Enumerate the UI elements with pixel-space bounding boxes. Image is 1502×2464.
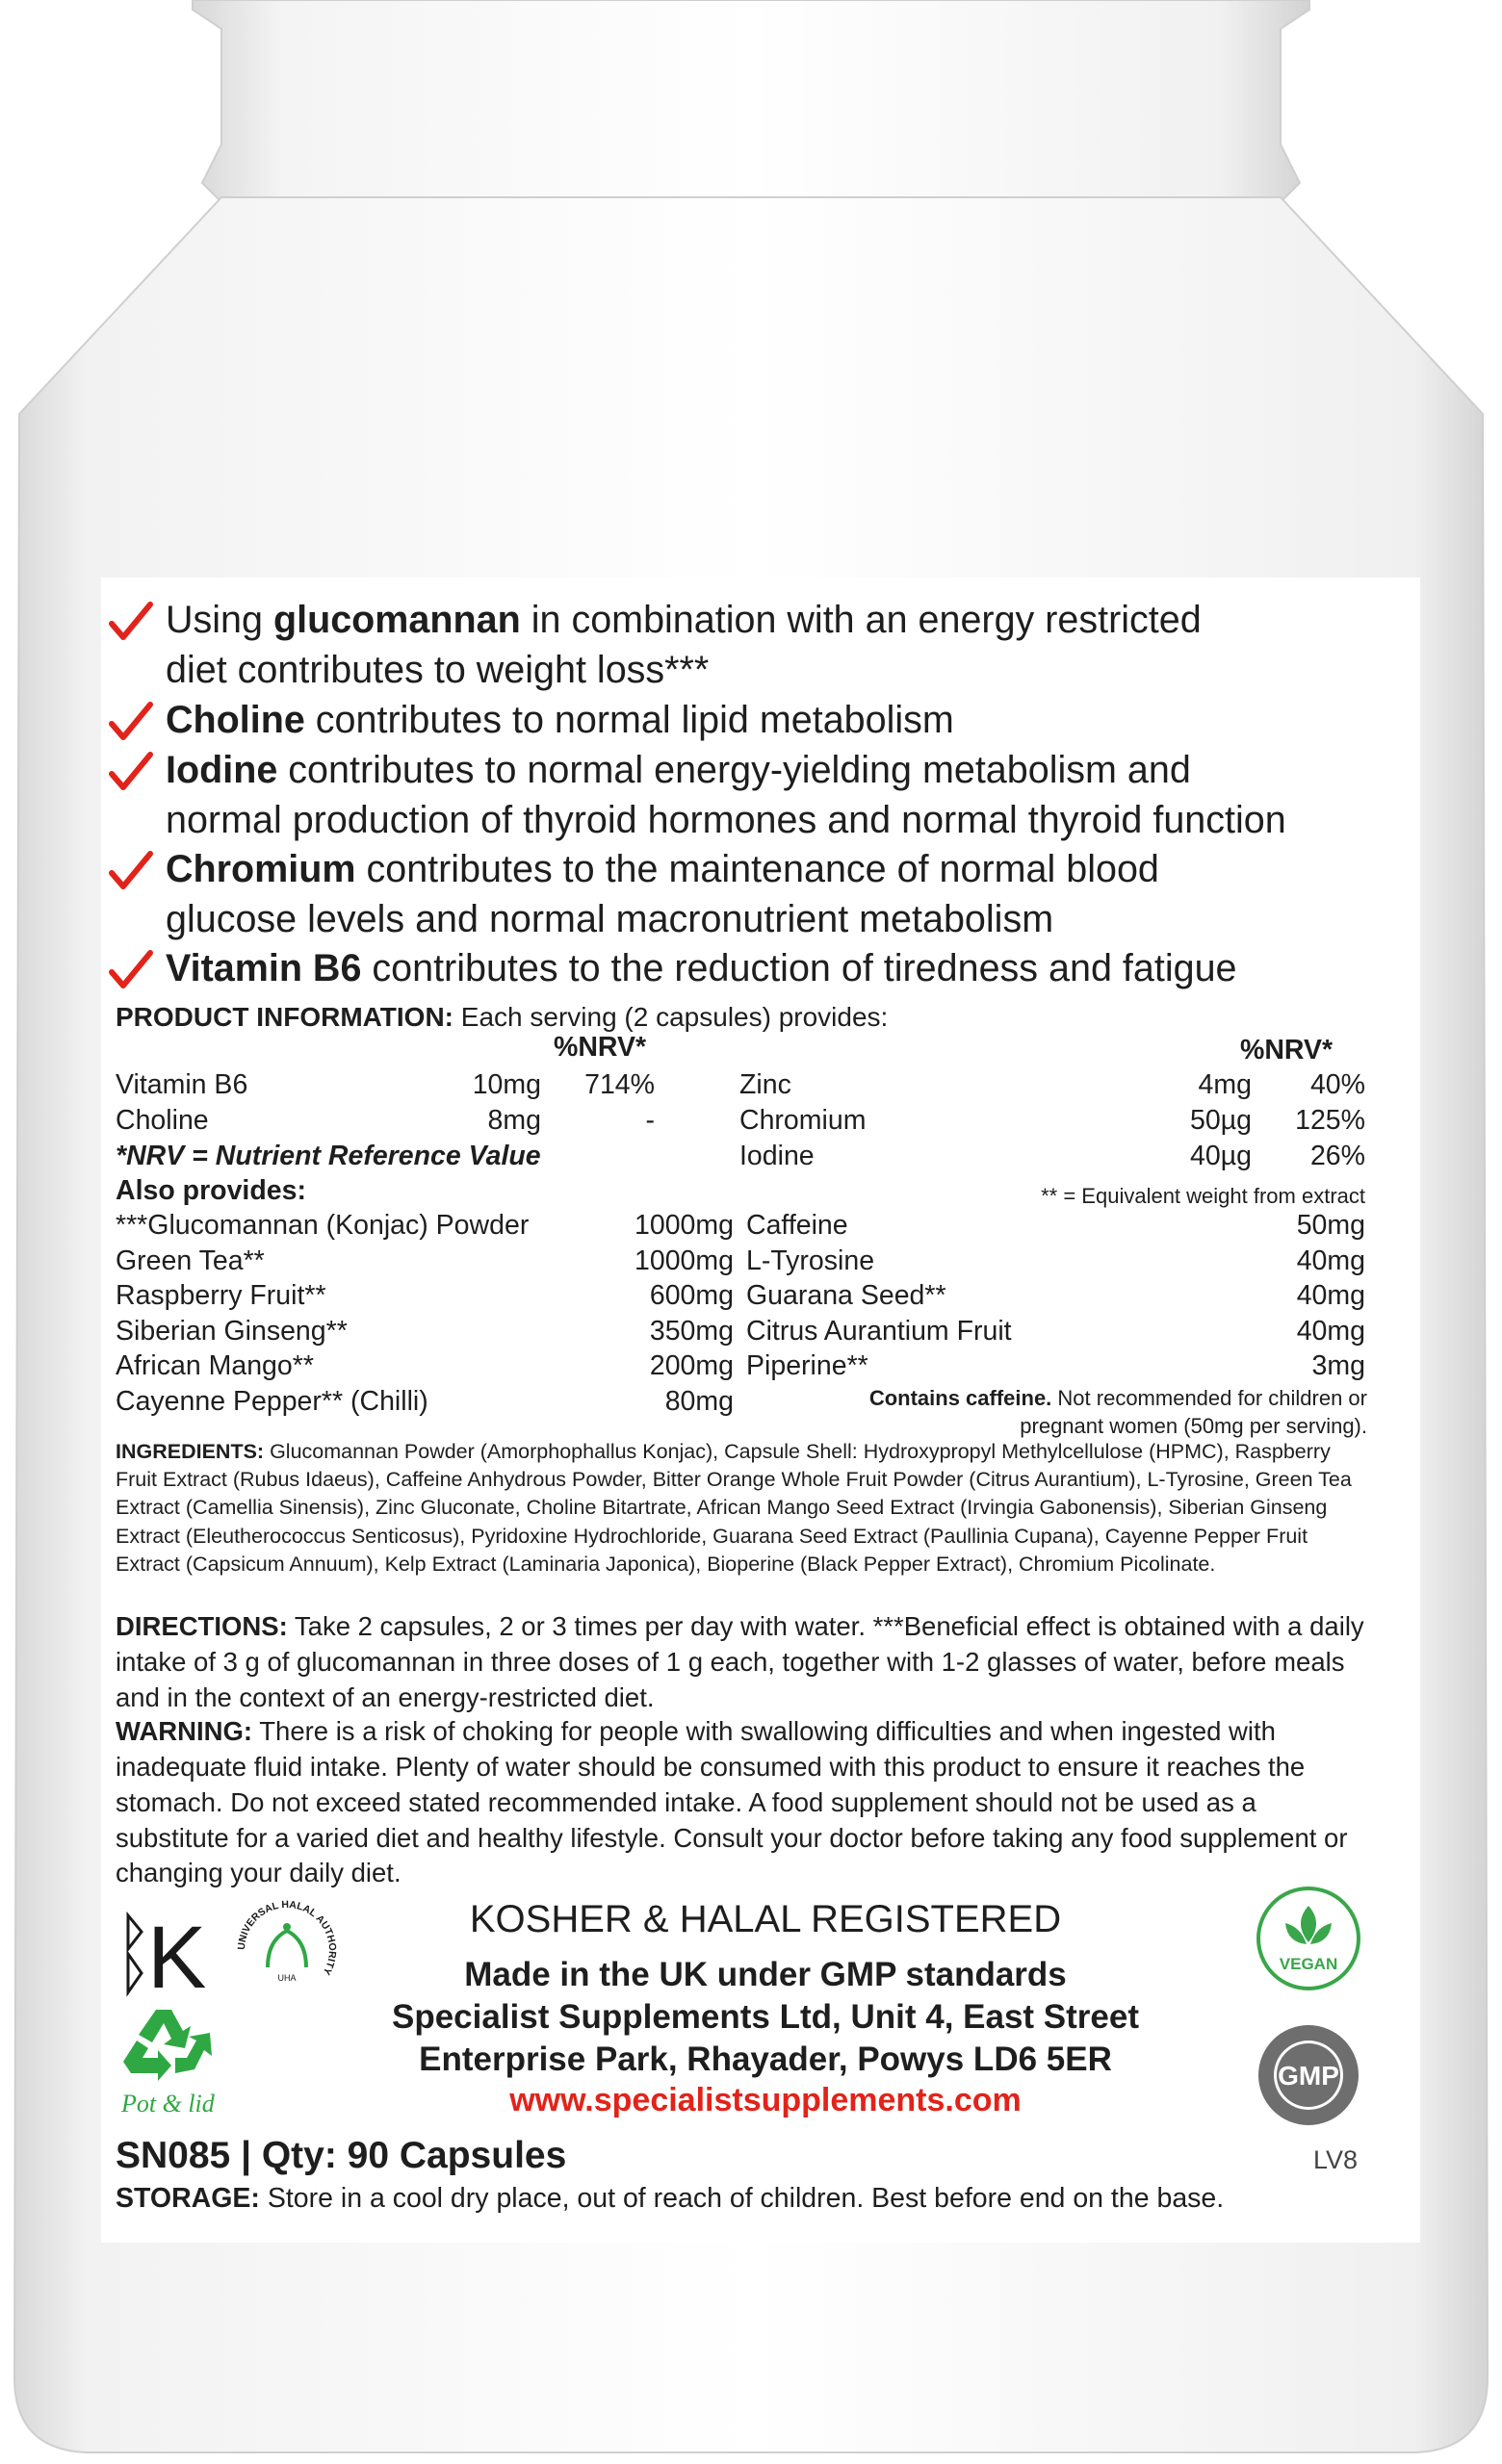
ingredient-amount: 1000mg <box>634 1210 734 1241</box>
ingredient-name: Guarana Seed** <box>746 1280 946 1311</box>
ingredient-amount: 1000mg <box>634 1245 734 1276</box>
ingredient-amount: 40mg <box>1296 1280 1365 1311</box>
bottle-lid <box>193 0 1309 202</box>
nutrient-name: Vitamin B6 <box>116 1069 248 1100</box>
website-url[interactable]: www.specialistsupplements.com <box>509 2082 1022 2118</box>
ingredients-text: INGREDIENTS: Glucomannan Powder (Amorphophallus Konjac), Capsule Shell: Hydroxypropyl Methylcellulose (HPMC), Raspberry Fruit Extract (Rubus Idaeus), Caffeine Anhydrous Powder, Bitter Orange Whole Fruit Powder (Citrus Aurantium), L-Tyrosine, Green Tea Extract (Camellia Sinensis), Zinc Gluconate, Choline Bitartrate, African Mango Seed Extract (Irvingia Gabonensis), Siberian Ginseng Extract (Eleutherococcus Senticosus), Pyridoxine Hydrochloride, Guarana Seed Extract (Paullinia Cupana), Cayenne Pepper Fruit Extract (Capsicum Annuum), Kelp Extract (Laminaria Japonica), Bioperine (Black Pepper Extract), Chromium Picolinate. <box>116 1440 1352 1576</box>
ingredient-amount: 200mg <box>649 1350 734 1381</box>
ingredient-amount: 50mg <box>1296 1210 1365 1241</box>
claim-chromium: Chromium contributes to the maintenance of normal blood glucose levels and normal macronutrient metabolism <box>116 844 1159 944</box>
ingredient-amount: 3mg <box>1311 1350 1365 1381</box>
claim-iodine: Iodine contributes to normal energy-yielding metabolism and normal production of thyroid hormones and normal thyroid function <box>116 745 1286 845</box>
nutrient-name: Zinc <box>739 1069 791 1100</box>
nutrient-nrv: 26% <box>1309 1141 1365 1171</box>
svg-text:GMP: GMP <box>1278 2061 1339 2091</box>
svg-text:UHA: UHA <box>277 1973 297 1983</box>
made-in-uk: Made in the UK under GMP standards <box>464 1956 1067 1993</box>
ingredient-amount: 600mg <box>649 1280 734 1311</box>
ingredient-name: Siberian Ginseng** <box>116 1316 348 1347</box>
label-version: LV8 <box>1312 2145 1358 2174</box>
also-provides-heading: Also provides: <box>116 1175 306 1206</box>
nutrient-name: Chromium <box>739 1105 867 1136</box>
nrv-note: *NRV = Nutrient Reference Value <box>116 1141 541 1171</box>
nutrient-amount: 40µg <box>1190 1141 1252 1171</box>
ingredient-name: African Mango** <box>116 1350 314 1381</box>
sku-quantity: SN085 | Qty: 90 Capsules <box>116 2135 567 2176</box>
nutrient-name: Iodine <box>739 1141 815 1171</box>
product-information-heading: PRODUCT INFORMATION: Each serving (2 capsules) provides: <box>116 1002 889 1032</box>
svg-text:K: K <box>147 1909 207 2007</box>
nutrient-amount: 10mg <box>472 1069 541 1100</box>
recycle-icon <box>116 2002 221 2093</box>
claim-choline: Choline contributes to normal lipid metabolism <box>116 695 954 745</box>
red-tick-icon <box>108 749 154 795</box>
ingredient-name: Citrus Aurantium Fruit <box>746 1316 1012 1347</box>
nrv-header-left: %NRV* <box>554 1032 647 1063</box>
claim-glucomannan: Using glucomannan in combination with an energy restricted diet contributes to weight loss*** <box>116 595 1202 695</box>
red-tick-icon <box>108 599 154 645</box>
nutrient-nrv: 714% <box>584 1069 655 1100</box>
directions-text: DIRECTIONS: Take 2 capsules, 2 or 3 times per day with water. ***Beneficial effect is obtained with a daily intake of 3 g of glucomannan in three doses of 1 g each, together with 1-2 glasses of water, before meals and in the context of an energy-restricted diet. <box>116 1611 1364 1712</box>
kosher-halal-registered: KOSHER & HALAL REGISTERED <box>469 1898 1062 1940</box>
ingredient-name: Cayenne Pepper** (Chilli) <box>116 1386 428 1417</box>
company-address: Enterprise Park, Rhayader, Powys LD6 5ER <box>419 2040 1112 2078</box>
red-tick-icon <box>108 699 154 745</box>
nutrient-nrv: 40% <box>1309 1069 1365 1100</box>
nutrient-nrv: - <box>645 1105 655 1136</box>
ingredient-amount: 40mg <box>1296 1245 1365 1276</box>
warning-text: WARNING: There is a risk of choking for people with swallowing difficulties and when ingested with inadequate fluid intake. Plenty of water should be consumed with this product to ensure it reaches the stomach. Do not exceed stated recommended intake. A food supplement should not be used as a substitute for a varied diet and healthy lifestyle. Consult your doctor before taking any food supplement or changing your daily diet. <box>116 1716 1348 1888</box>
nutrient-nrv: 125% <box>1295 1105 1365 1136</box>
svg-text:UNIVERSAL HALAL AUTHORITY: UNIVERSAL HALAL AUTHORITY <box>235 1898 339 1977</box>
nrv-header-right: %NRV* <box>1240 1035 1334 1065</box>
kosher-k-icon <box>120 1901 217 2007</box>
ingredient-name: Piperine** <box>746 1350 868 1381</box>
svg-text:VEGAN: VEGAN <box>1279 1955 1338 1973</box>
storage-text: STORAGE: Store in a cool dry place, out of reach of children. Best before end on the base. <box>116 2183 1225 2214</box>
nutrient-name: Choline <box>116 1105 209 1136</box>
ingredient-name: Caffeine <box>746 1210 848 1241</box>
extract-note: ** = Equivalent weight from extract <box>1041 1184 1365 1208</box>
ingredient-name: Green Tea** <box>116 1245 265 1276</box>
pot-and-lid-caption: Pot & lid <box>121 2090 215 2118</box>
red-tick-icon <box>108 947 154 993</box>
vegan-badge <box>1255 1885 1362 1992</box>
ingredient-amount: 350mg <box>649 1316 734 1347</box>
ingredient-name: Raspberry Fruit** <box>116 1280 326 1311</box>
gmp-badge <box>1255 2021 1362 2129</box>
nutrient-amount: 8mg <box>487 1105 541 1136</box>
nutrient-amount: 4mg <box>1198 1069 1252 1100</box>
claim-vitamin-b6: Vitamin B6 contributes to the reduction of tiredness and fatigue <box>116 943 1237 993</box>
red-tick-icon <box>108 848 154 894</box>
ingredient-name: ***Glucomannan (Konjac) Powder <box>116 1210 530 1241</box>
caffeine-warning: Contains caffeine. Not recommended for children or pregnant women (50mg per serving). <box>868 1386 1367 1439</box>
ingredient-amount: 40mg <box>1296 1316 1365 1347</box>
nutrient-amount: 50µg <box>1190 1105 1252 1136</box>
company-name: Specialist Supplements Ltd, Unit 4, East Street <box>391 1998 1139 2036</box>
ingredient-amount: 80mg <box>664 1386 734 1417</box>
ingredient-name: L-Tyrosine <box>746 1245 875 1276</box>
